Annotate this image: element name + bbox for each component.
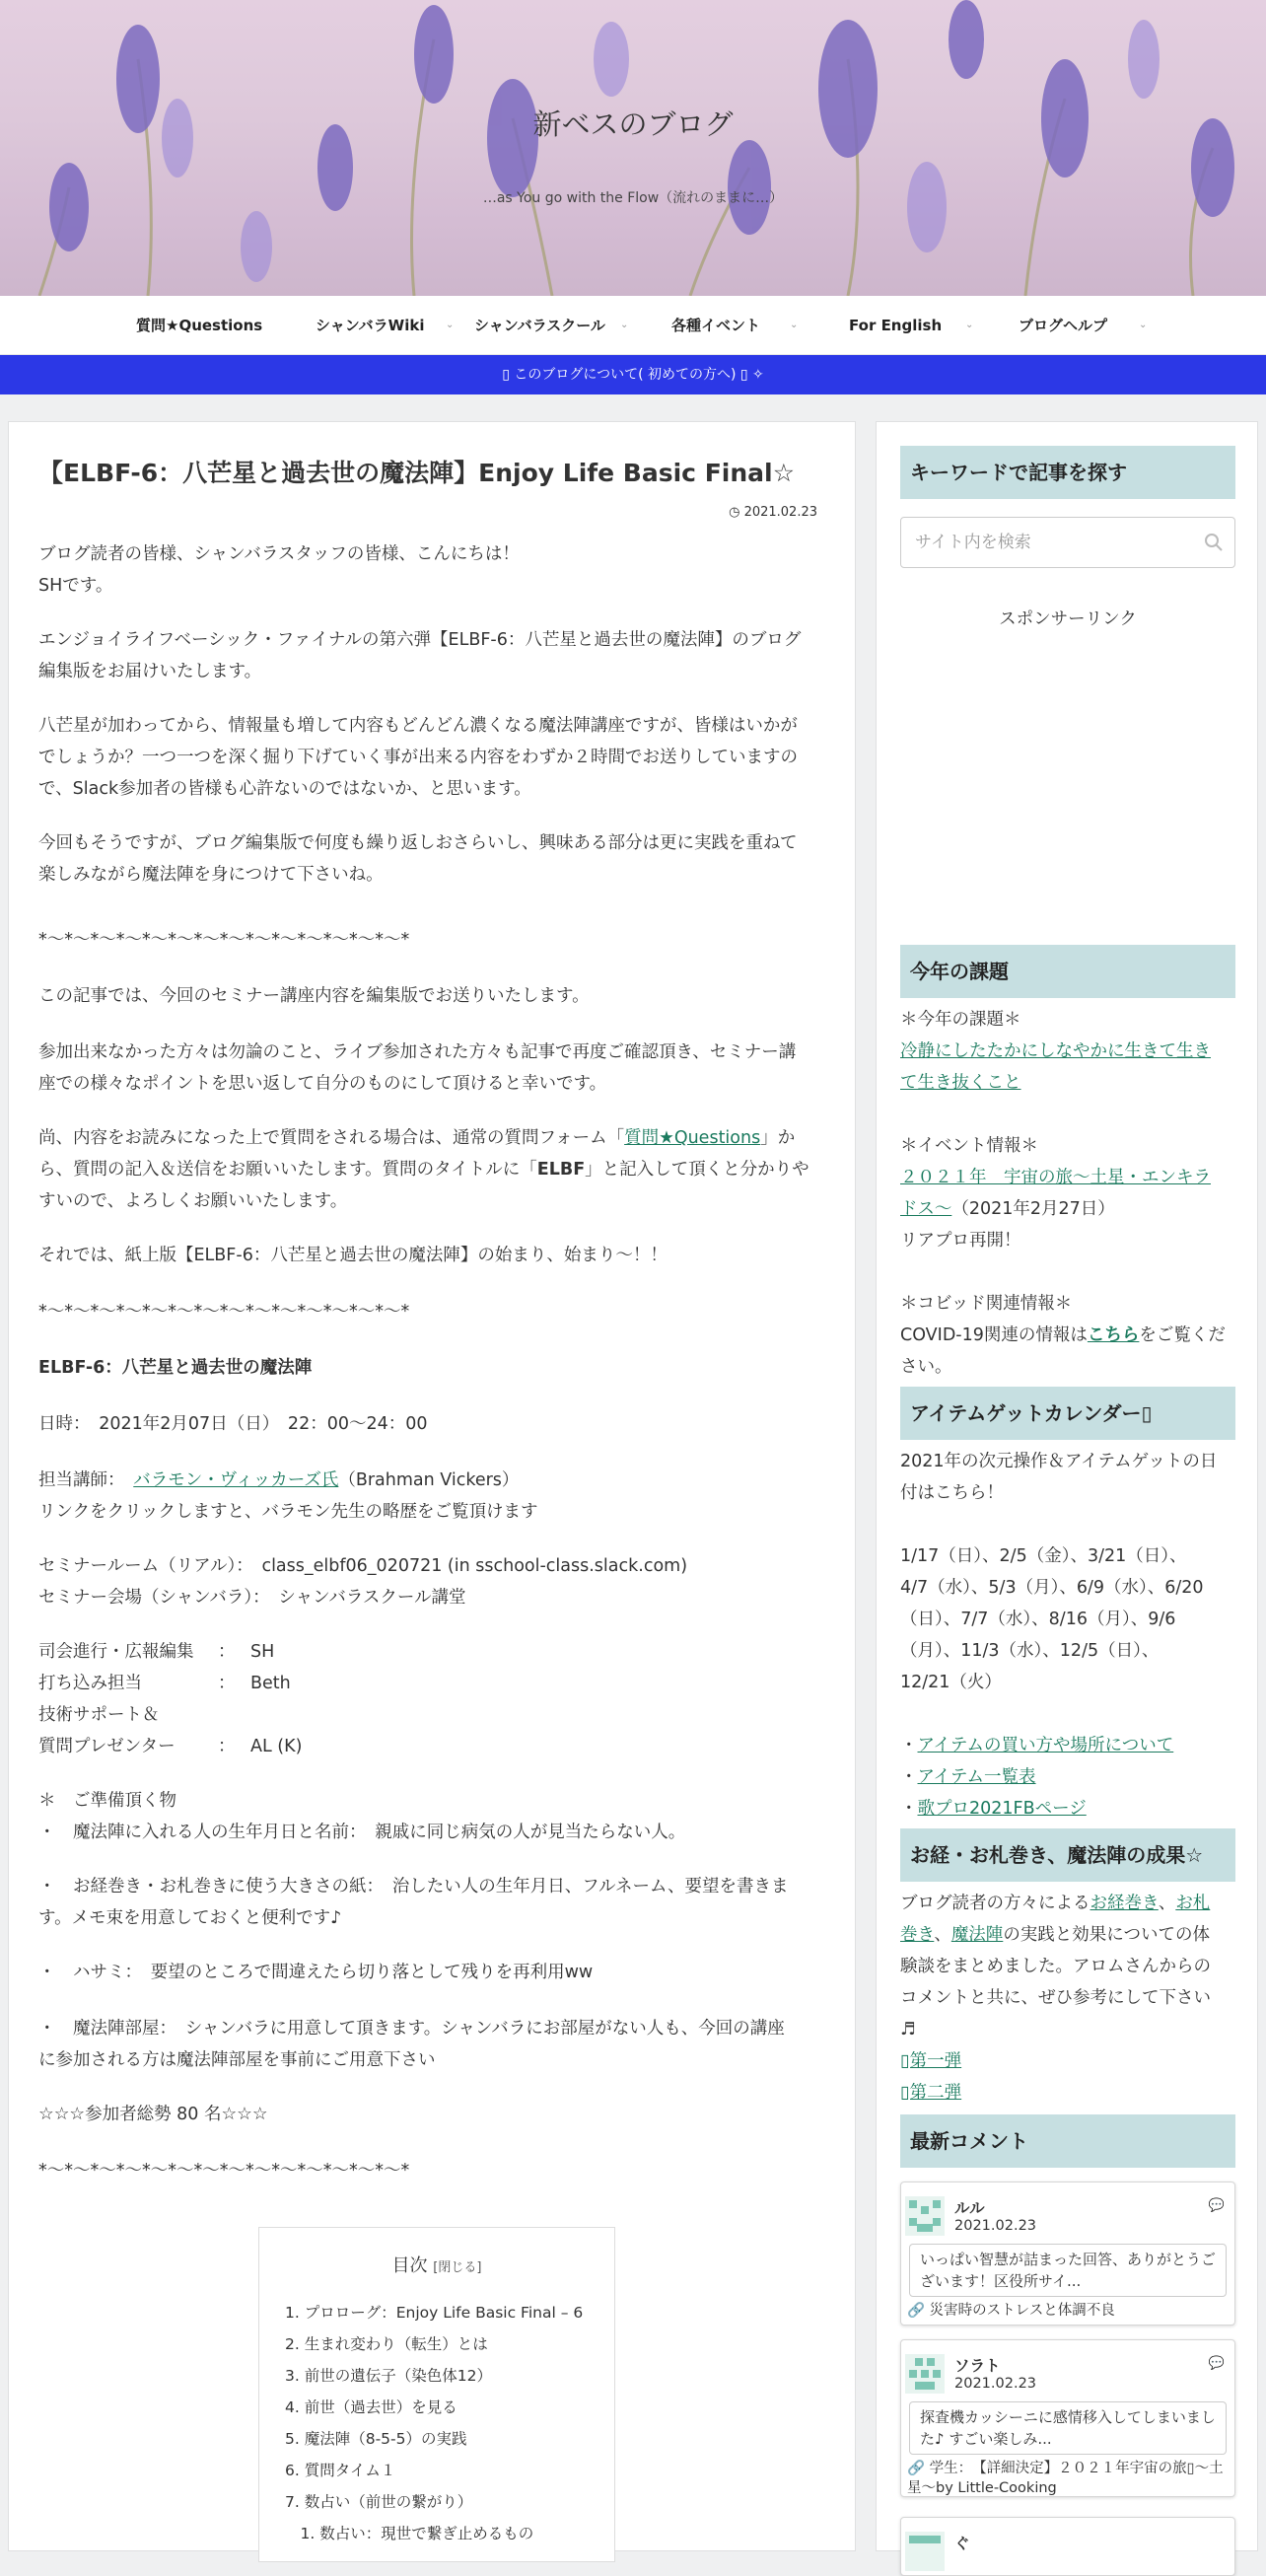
text-span: 」と記入して頂くと分かりや xyxy=(585,1160,809,1180)
toc-title: 目次 xyxy=(391,2255,428,2276)
widget-title-okyo: お経・お札巻き、魔法陣の成果☆ xyxy=(900,1828,1235,1882)
article-main xyxy=(8,421,856,2551)
text-span: 、 xyxy=(1158,1894,1176,1913)
nav-label: 質問★Questions xyxy=(136,317,263,334)
link-icon: 🔗 xyxy=(907,2461,930,2476)
covid-link[interactable]: こちら xyxy=(1087,1325,1140,1345)
notice-bar[interactable] xyxy=(0,355,1266,394)
event-date: （2021年2月27日） xyxy=(951,1199,1115,1219)
text-line: 今回もそうですが、ブログ編集版で何度も繰り返しおさらいし、興味ある部分は更に実践を重ねて xyxy=(38,833,798,853)
chevron-down-icon: ⌄ xyxy=(1139,320,1148,330)
chevron-down-icon: ⌄ xyxy=(446,320,455,330)
global-nav xyxy=(0,296,1266,355)
comment-post-link[interactable] xyxy=(907,2301,1231,2321)
nav-item-for-english[interactable] xyxy=(849,296,974,355)
kadai-link[interactable]: て生き抜くこと xyxy=(900,1073,1021,1093)
lecturer-info xyxy=(38,1465,827,1528)
kadai-widget xyxy=(900,1004,1235,1383)
widget-title-kadai: 今年の課題 xyxy=(900,945,1235,998)
calendar-dates: 4/7（水）、5/3（月）、6/9（水）、6/20 xyxy=(900,1578,1204,1598)
text-line: リンクをクリックしますと、バラモン先生の略歴をご覧頂けます xyxy=(38,1502,538,1522)
text-line: エンジョイライフベーシック・ファイナルの第六弾【ELBF-6：八芒星と過去世の魔法陣】のブログ xyxy=(38,630,802,650)
article-scope-paragraph: この記事では、今回のセミナー講座内容を編集版でお送りいたします。 xyxy=(38,986,590,1006)
start-paragraph: それでは、紙上版【ELBF-6：八芒星と過去世の魔法陣】の始まり、始まり〜！！ xyxy=(38,1246,668,1265)
nav-label: 各種イベント xyxy=(671,317,761,334)
comment-excerpt: いっぱい智慧が詰まった回答、ありがとうございます！区役所サイ... xyxy=(909,2244,1227,2297)
text-span: の実践と効果についての体 xyxy=(1003,1925,1210,1945)
text-line: でしょうか？一つ一つを深く掘り下げていく事が出来る内容をわずか２時間でお送りしていますの xyxy=(38,748,798,767)
nav-label: シャンバラWiki xyxy=(316,317,425,334)
calendar-dates: 12/21（火） xyxy=(900,1673,1002,1692)
mahoujin-link[interactable]: 魔法陣 xyxy=(950,1925,1004,1945)
text-span: 、 xyxy=(934,1925,951,1945)
staff-value: AL (K) xyxy=(250,1737,303,1756)
preparation-item: ・ ハサミ： 要望のところで間違えたら切り落として残りを再利用ww xyxy=(38,1963,594,1982)
nav-item-shamballa-school[interactable] xyxy=(474,296,629,355)
text-line: ＊イベント情報＊ xyxy=(900,1136,1038,1156)
post-date-value: 2021.02.23 xyxy=(743,505,817,520)
comment-bubble-icon: 💬 xyxy=(1208,2198,1225,2213)
chevron-down-icon: ⌄ xyxy=(620,320,629,330)
search-input[interactable] xyxy=(901,518,1197,567)
staff-colon: ： xyxy=(218,1642,236,1662)
toc-toggle[interactable]: [閉じる] xyxy=(433,2260,482,2275)
staff-colon: ： xyxy=(218,1737,236,1756)
event-link[interactable]: ドス〜 xyxy=(900,1199,952,1219)
calendar-link[interactable]: アイテム一覧表 xyxy=(917,1767,1036,1787)
staff-role: 司会進行・広報編集 xyxy=(38,1642,194,1662)
post-title: 【ELBF-6：八芒星と過去世の魔法陣】Enjoy Life Basic Final☆ xyxy=(38,459,795,487)
text-line: ・ お経巻き・お札巻きに使う大きさの紙： 治したい人の生年月日、フルネーム、要望を書きま xyxy=(38,1877,789,1896)
intro-paragraph xyxy=(38,624,827,687)
text-line: ・ 魔法陣部屋： シャンバラに用意して頂きます。シャンバラにお部屋がない人も、今回の講座 xyxy=(38,2019,785,2039)
staff-list xyxy=(38,1636,827,1762)
text-span: ブログ読者の方々による xyxy=(900,1894,1090,1913)
separator-line: *〜*〜*〜*〜*〜*〜*〜*〜*〜*〜*〜*〜*〜*〜* xyxy=(38,2161,410,2181)
nav-item-blog-help[interactable] xyxy=(1019,296,1148,355)
calendar-link[interactable]: 歌プロ2021FBページ xyxy=(917,1799,1087,1819)
nav-label: ブログヘルプ xyxy=(1019,317,1108,334)
participants-paragraph xyxy=(38,1037,827,1100)
toc-item[interactable]: 3. 前世の遺伝子（染色体12） xyxy=(285,2367,492,2385)
text-line: 編集版をお届けいたします。 xyxy=(38,662,262,681)
comment-post-title: 学生： 【詳細決定】２０２１年宇宙の旅▯〜土星〜by Little-Cooking xyxy=(907,2461,1224,2496)
seminar-datetime: 日時： 2021年2月07日（日） 22：00〜24：00 xyxy=(38,1414,428,1434)
avatar xyxy=(905,2532,945,2571)
comment-author: ぐ xyxy=(954,2535,970,2552)
comment-card[interactable] xyxy=(900,2182,1235,2326)
text-line: リアプロ再開！ xyxy=(900,1231,1021,1251)
text-span: 」か xyxy=(760,1128,796,1148)
text-span: をご覧くだ xyxy=(1139,1325,1226,1345)
post-date xyxy=(729,505,817,520)
lecturer-link[interactable]: バラモン・ヴィッカーズ氏 xyxy=(133,1470,339,1490)
text-line: に参加される方は魔法陣部屋を事前にご用意下さい xyxy=(38,2050,436,2070)
seminar-heading: ELBF-6：八芒星と過去世の魔法陣 xyxy=(38,1358,313,1378)
questions-paragraph xyxy=(38,1122,827,1217)
text-span: 担当講師： xyxy=(38,1470,134,1490)
staff-role: 技術サポート＆ xyxy=(38,1705,160,1725)
questions-form-link[interactable]: 質問★Questions xyxy=(624,1128,761,1148)
text-line: 付はこちら！ xyxy=(900,1483,1004,1503)
text-line: ＊ ご準備頂く物 xyxy=(38,1791,176,1811)
chevron-down-icon: ⌄ xyxy=(965,320,974,330)
ofuda-link[interactable]: 巻き xyxy=(900,1925,935,1945)
text-line: コメントと共に、ぜひ参考にして下さい xyxy=(900,1988,1211,2008)
sponsor-label: スポンサーリンク xyxy=(999,609,1137,629)
okyo-widget xyxy=(900,1888,1235,2109)
toc-item[interactable]: 6. 質問タイム１ xyxy=(285,2462,396,2479)
nav-item-events[interactable] xyxy=(671,296,799,355)
review-paragraph xyxy=(38,827,827,891)
okyo-link[interactable]: お経巻き xyxy=(1090,1894,1159,1913)
search-icon[interactable] xyxy=(1199,528,1229,557)
calendar-dates: （日）、7/7（水）、8/16（月）、9/6 xyxy=(900,1610,1176,1629)
elbf-keyword: ELBF xyxy=(536,1160,586,1180)
separator-line: *〜*〜*〜*〜*〜*〜*〜*〜*〜*〜*〜*〜*〜*〜* xyxy=(38,1302,410,1322)
text-line: す。メモ束を用意しておくと便利です♪ xyxy=(38,1908,342,1928)
text-line: ＊今年の課題＊ xyxy=(900,1010,1021,1030)
ofuda-link[interactable]: お札 xyxy=(1175,1894,1211,1913)
text-line: すいので、よろしくお願いいたします。 xyxy=(38,1191,348,1211)
text-line: 験談をまとめました。アロムさんからの xyxy=(900,1957,1211,1976)
toc-item[interactable]: 1. プロローグ：Enjoy Life Basic Final – 6 xyxy=(285,2304,584,2322)
widget-title-search: キーワードで記事を探す xyxy=(900,446,1235,499)
okyo-part2-link[interactable]: ▯第二弾 xyxy=(900,2083,962,2103)
comment-bubble-icon: 💬 xyxy=(1208,2356,1225,2371)
chevron-down-icon: ⌄ xyxy=(790,320,799,330)
staff-colon: ： xyxy=(218,1674,236,1693)
text-line: セミナー会場（シャンバラ）： シャンバラスクール講堂 xyxy=(38,1588,466,1608)
text-line: ♬ xyxy=(900,2020,916,2039)
comment-author: ソラト xyxy=(954,2357,1001,2375)
comment-card[interactable] xyxy=(900,2517,1235,2576)
text-line: ・ 魔法陣に入れる人の生年月日と名前： 親戚に同じ病気の人が見当たらない人。 xyxy=(38,1823,686,1842)
search-box xyxy=(900,517,1235,568)
toc-item[interactable]: 1. 数占い：現世で繋ぎ止めるもの xyxy=(285,2525,534,2542)
text-line: SHです。 xyxy=(38,576,113,596)
comment-post-title: 災害時のストレスと体調不良 xyxy=(929,2303,1115,2319)
toc-item[interactable]: 5. 魔法陣（8-5-5）の実践 xyxy=(285,2430,467,2448)
text-line: セミナールーム（リアル）： class_elbf06_020721 (in sschool-class.slack.com) xyxy=(38,1556,688,1576)
text-span: （Brahman Vickers） xyxy=(338,1470,520,1490)
text-span: 尚、内容をお読みになった上で質問をされる場合は、通常の質問フォーム「 xyxy=(38,1128,625,1148)
staff-role: 質問プレゼンター xyxy=(38,1737,176,1756)
text-line: で、Slack参加者の皆様も心許ないのではないか、と思います。 xyxy=(38,779,531,799)
preparation-item xyxy=(38,2013,827,2076)
text-line: 楽しみながら魔法陣を身につけて下さいね。 xyxy=(38,865,384,885)
comment-excerpt: 探査機カッシーニに感情移入してしまいました♪ すごい楽しみ... xyxy=(909,2401,1227,2455)
comment-date: 2021.02.23 xyxy=(954,2218,1037,2234)
comment-author: ルル xyxy=(954,2199,985,2217)
avatar xyxy=(905,2196,945,2236)
clock-icon: ◷ xyxy=(729,505,744,520)
avatar xyxy=(905,2354,945,2394)
calendar-dates: （月）、11/3（水）、12/5（日）、 xyxy=(900,1641,1160,1661)
widget-title-comments: 最新コメント xyxy=(900,2114,1235,2168)
table-of-contents xyxy=(258,2227,615,2562)
toc-item[interactable]: 4. 前世（過去世）を見る xyxy=(285,2398,457,2416)
kadai-link[interactable]: 冷静にしたたかにしなやかに生きて生き xyxy=(900,1041,1211,1061)
link-icon: 🔗 xyxy=(907,2303,930,2319)
comment-card[interactable] xyxy=(900,2339,1235,2497)
nav-item-shamballa-wiki[interactable] xyxy=(316,296,455,355)
toc-title-row xyxy=(259,2252,614,2277)
comment-date: 2021.02.23 xyxy=(954,2376,1037,2392)
nav-item-questions[interactable] xyxy=(136,296,262,355)
text-line: 八芒星が加わってから、情報量も増して内容もどんどん濃くなる魔法陣講座ですが、皆様はいかが xyxy=(38,716,798,736)
attendee-count: ☆☆☆参加者総勢 80 名☆☆☆ xyxy=(38,2105,268,2124)
site-title[interactable]: 新ベスのブログ xyxy=(532,107,734,141)
text-line: 2021年の次元操作＆アイテムゲットの日 xyxy=(900,1452,1218,1471)
calendar-widget: 2021年の次元操作＆アイテムゲットの日 付はこちら！ 1/17（日）、2/5（金）、3/21（日）、 4/7（水）、5/3（月）、6/9（水）、6/20 （日）、7/7（水）、8/16（月）、9/6 （月）、11/3（水）、12/5（日）、 12/21（火） ・アイテムの買い方や場所について ・アイテム一覧表 ・歌プロ2021FBページ xyxy=(900,1446,1235,1825)
staff-role: 打ち込み担当 xyxy=(38,1674,142,1693)
comment-post-link[interactable] xyxy=(907,2459,1231,2500)
seminar-rooms xyxy=(38,1550,827,1613)
notice-link[interactable]: ▯ このブログについて( 初めての方へ) ▯ ✧ xyxy=(502,367,764,383)
text-line: 参加出来なかった方々は勿論のこと、ライブ参加された方々も記事で再度ご確認頂き、セミナー講 xyxy=(38,1042,797,1062)
site-tagline: …as You go with the Flow（流れのままに…） xyxy=(482,190,784,206)
lavender-header-image xyxy=(0,0,1266,296)
sidebar xyxy=(876,421,1258,2551)
nav-label: For English xyxy=(849,317,943,334)
toc-item[interactable]: 2. 生まれ変わり（転生）とは xyxy=(285,2335,488,2353)
event-link[interactable]: ２０２１年 宇宙の旅〜土星・エンキラ xyxy=(900,1168,1211,1187)
preparation-item xyxy=(38,1871,827,1934)
greeting-paragraph xyxy=(38,538,827,602)
toc-list xyxy=(285,2297,600,2549)
toc-item[interactable]: 7. 数占い（前世の繋がり） xyxy=(285,2493,473,2511)
text-line: ＊コビッド関連情報＊ xyxy=(900,1294,1073,1314)
text-line: さい。 xyxy=(900,1357,952,1377)
okyo-part1-link[interactable]: ▯第一弾 xyxy=(900,2051,962,2071)
text-span: ら、質問の記入＆送信をお願いいたします。質問のタイトルに「 xyxy=(38,1160,537,1180)
calendar-dates: 1/17（日）、2/5（金）、3/21（日）、 xyxy=(900,1546,1187,1566)
text-span: COVID-19関連の情報は xyxy=(900,1325,1088,1345)
separator-line: *〜*〜*〜*〜*〜*〜*〜*〜*〜*〜*〜*〜*〜*〜* xyxy=(38,930,410,950)
staff-value: Beth xyxy=(250,1674,291,1693)
nav-label: シャンバラスクール xyxy=(474,317,605,334)
site-header xyxy=(0,0,1266,296)
calendar-link[interactable]: アイテムの買い方や場所について xyxy=(917,1736,1174,1755)
text-line: 座での様々なポイントを思い返して自分のものにして頂けると幸いです。 xyxy=(38,1074,607,1094)
widget-title-calendar: アイテムゲットカレンダー▯ xyxy=(900,1387,1235,1440)
text-line: ブログ読者の皆様、シャンバラスタッフの皆様、こんにちは！ xyxy=(38,544,520,564)
staff-value: SH xyxy=(250,1642,275,1662)
preparation-list xyxy=(38,1785,827,1848)
summary-paragraph xyxy=(38,710,827,805)
